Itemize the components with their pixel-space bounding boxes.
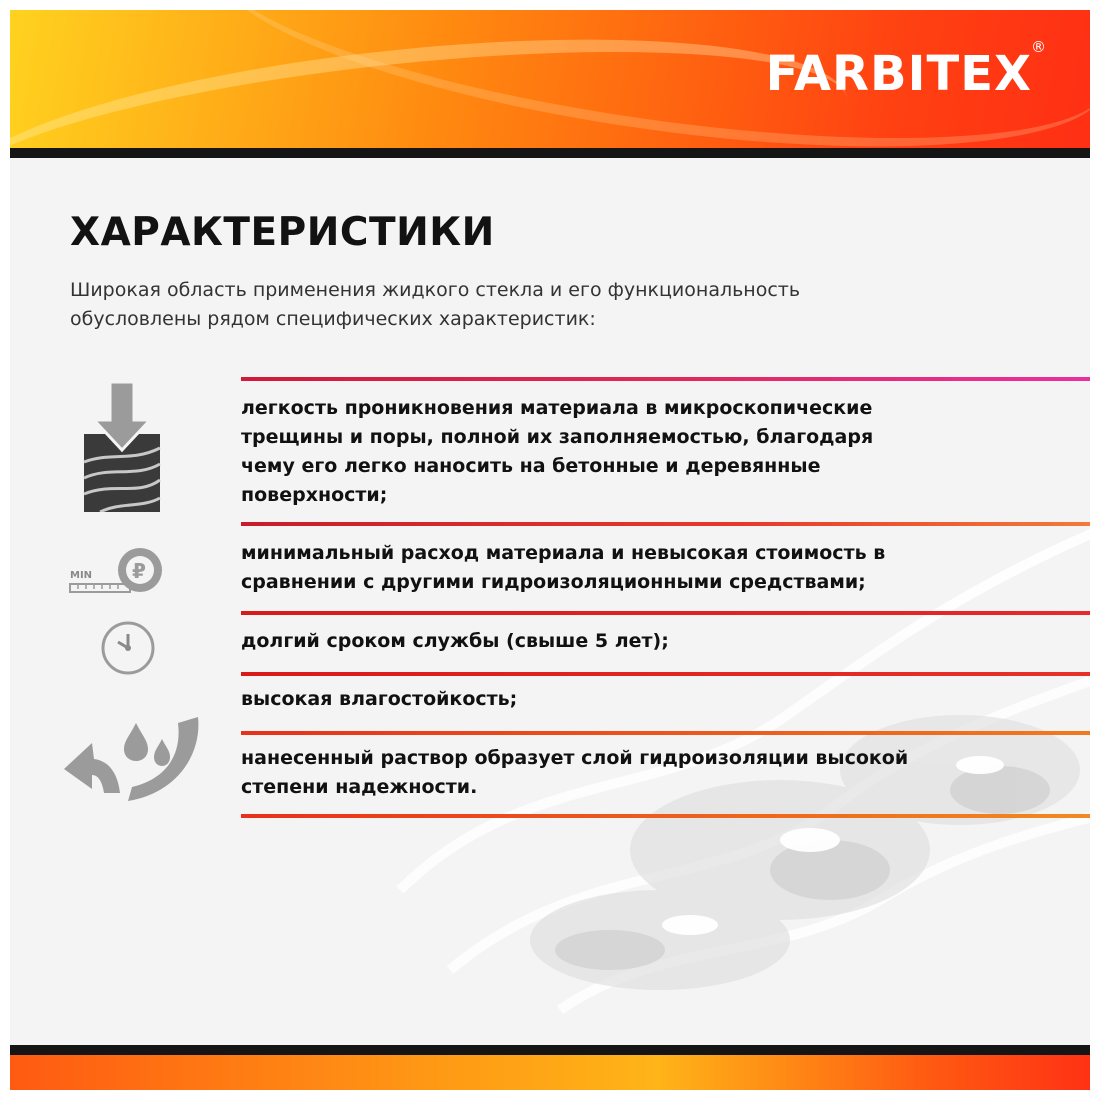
registered-mark: ® [1031,38,1046,56]
bottom-stripe [10,1045,1090,1055]
divider [241,377,1090,381]
svg-text:₽: ₽ [132,559,146,583]
penetration-arrow-icon [80,382,164,512]
svg-text:MIN: MIN [70,570,93,581]
product-card [10,10,1090,1090]
min-cost-ruble-icon [68,544,164,600]
divider [241,522,1090,526]
top-stripe [10,148,1090,158]
feature-min-cost: минимальный расход материала и невысокая стоимость в сравнении с другими гидроизоляционными средствами; [241,542,886,593]
feature-moisture-resistance: высокая влагостойкость; [241,688,518,710]
feature-penetration: легкость проникновения материала в микроскопические трещины и поры, полной их заполняемостью, благодаря чему его легко наносить на бетонные и деревянные поверхности; [241,397,874,506]
divider [241,731,1090,735]
clock-icon [100,620,156,676]
page-title: ХАРАКТЕРИСТИКИ [70,210,495,255]
divider [241,611,1090,615]
intro-text: Широкая область применения жидкого стекла и его функциональность обусловлены рядом специфических характеристик: [70,279,801,330]
divider [241,814,1090,818]
feature-waterproofing-layer: нанесенный раствор образует слой гидроизоляции высокой степени надежности. [241,747,909,798]
brand-logo: FARBITEX [765,46,1032,102]
divider [241,672,1090,676]
top-banner [10,10,1090,148]
bottom-banner [10,1055,1090,1090]
feature-service-life: долгий сроком службы (свыше 5 лет); [241,630,669,652]
water-drops-icon [58,713,204,805]
